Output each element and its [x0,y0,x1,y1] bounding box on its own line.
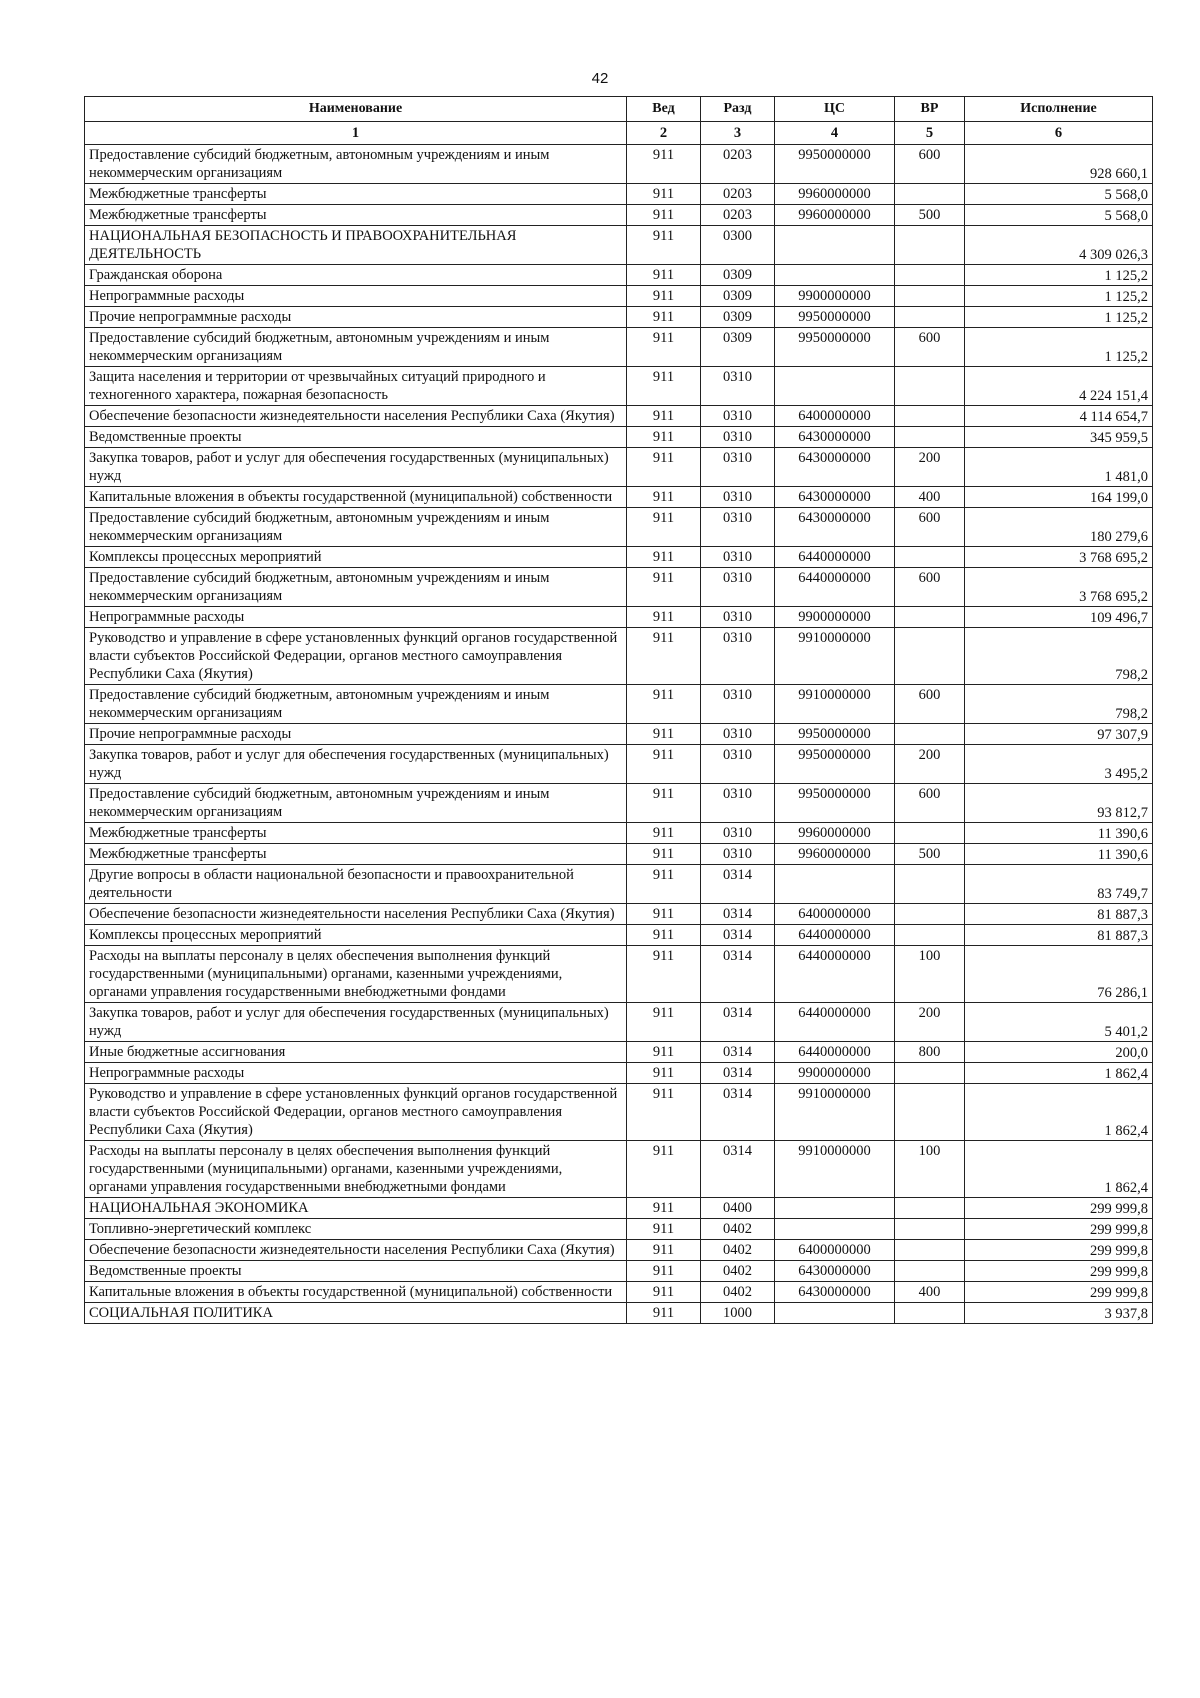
header-cs: ЦС [775,97,895,122]
row-ved: 911 [627,1261,701,1282]
row-razd: 0310 [701,607,775,628]
row-vr [895,1303,965,1324]
row-cs [775,226,895,265]
row-vr: 600 [895,145,965,184]
row-ved: 911 [627,205,701,226]
row-amount: 1 862,4 [965,1141,1153,1198]
row-amount: 1 125,2 [965,286,1153,307]
row-cs [775,1198,895,1219]
row-vr [895,406,965,427]
row-ved: 911 [627,865,701,904]
row-razd: 0310 [701,823,775,844]
row-name: Другие вопросы в области национальной безопасности и правоохранительной деятельности [85,865,627,904]
row-vr: 500 [895,205,965,226]
row-cs: 9960000000 [775,205,895,226]
row-ved: 911 [627,568,701,607]
row-vr: 200 [895,1003,965,1042]
row-ved: 911 [627,265,701,286]
row-razd: 0203 [701,145,775,184]
row-vr: 200 [895,745,965,784]
row-razd: 0203 [701,184,775,205]
row-amount: 93 812,7 [965,784,1153,823]
row-cs [775,367,895,406]
row-ved: 911 [627,328,701,367]
row-name: Расходы на выплаты персоналу в целях обеспечения выполнения функций государственными (муниципальными) органами, казенными учреждениями, органами управления государственными внебюджетными фондами [85,1141,627,1198]
row-amount: 299 999,8 [965,1219,1153,1240]
row-amount: 1 125,2 [965,265,1153,286]
row-vr [895,823,965,844]
table-row [85,1282,1153,1303]
row-cs: 9910000000 [775,1084,895,1141]
row-ved: 911 [627,1141,701,1198]
row-razd: 0310 [701,367,775,406]
row-name: Иные бюджетные ассигнования [85,1042,627,1063]
row-vr [895,265,965,286]
row-name: Закупка товаров, работ и услуг для обеспечения государственных (муниципальных) нужд [85,745,627,784]
header-row [85,97,1153,122]
row-cs: 9900000000 [775,607,895,628]
header-amount: Исполнение [965,97,1153,122]
row-ved: 911 [627,286,701,307]
row-razd: 0310 [701,427,775,448]
row-vr: 600 [895,784,965,823]
row-razd: 0310 [701,784,775,823]
row-cs: 6440000000 [775,547,895,568]
table-row [85,925,1153,946]
row-amount: 3 768 695,2 [965,568,1153,607]
row-amount: 928 660,1 [965,145,1153,184]
row-razd: 0310 [701,628,775,685]
row-name: Руководство и управление в сфере установленных функций органов государственной власти субъектов Российской Федерации, органов местного самоуправления Республики Саха (Якутия) [85,1084,627,1141]
row-amount: 345 959,5 [965,427,1153,448]
row-cs: 6440000000 [775,1042,895,1063]
row-ved: 911 [627,1003,701,1042]
column-number: 3 [701,122,775,145]
row-name: Непрограммные расходы [85,286,627,307]
row-name: Прочие непрограммные расходы [85,724,627,745]
row-name: Обеспечение безопасности жизнедеятельности населения Республики Саха (Якутия) [85,904,627,925]
row-name: Предоставление субсидий бюджетным, автономным учреждениям и иным некоммерческим организациям [85,328,627,367]
row-ved: 911 [627,1303,701,1324]
row-cs: 9950000000 [775,328,895,367]
row-name: Межбюджетные трансферты [85,844,627,865]
column-number: 5 [895,122,965,145]
row-amount: 5 401,2 [965,1003,1153,1042]
row-name: Ведомственные проекты [85,427,627,448]
table-row [85,1084,1153,1141]
table-row [85,427,1153,448]
column-number: 6 [965,122,1153,145]
row-ved: 911 [627,427,701,448]
page-number: 42 [591,70,609,87]
row-razd: 0310 [701,685,775,724]
row-name: Защита населения и территории от чрезвычайных ситуаций природного и техногенного характера, пожарная безопасность [85,367,627,406]
row-razd: 0309 [701,328,775,367]
table-row [85,1303,1153,1324]
table-row [85,568,1153,607]
row-razd: 0314 [701,1003,775,1042]
row-cs: 9960000000 [775,823,895,844]
row-vr: 500 [895,844,965,865]
row-amount: 164 199,0 [965,487,1153,508]
row-ved: 911 [627,448,701,487]
row-amount: 3 495,2 [965,745,1153,784]
row-name: Комплексы процессных мероприятий [85,547,627,568]
row-amount: 109 496,7 [965,607,1153,628]
row-ved: 911 [627,1282,701,1303]
row-razd: 0310 [701,568,775,607]
column-number: 1 [85,122,627,145]
table-body [85,145,1153,1324]
row-name: Комплексы процессных мероприятий [85,925,627,946]
row-amount: 3 768 695,2 [965,547,1153,568]
row-name: НАЦИОНАЛЬНАЯ БЕЗОПАСНОСТЬ И ПРАВООХРАНИТЕЛЬНАЯ ДЕЯТЕЛЬНОСТЬ [85,226,627,265]
row-vr: 400 [895,1282,965,1303]
row-amount: 5 568,0 [965,205,1153,226]
row-vr [895,1084,965,1141]
row-ved: 911 [627,307,701,328]
header-vr: ВР [895,97,965,122]
row-name: Ведомственные проекты [85,1261,627,1282]
column-number: 4 [775,122,895,145]
table-row [85,1141,1153,1198]
row-amount: 1 862,4 [965,1084,1153,1141]
row-vr: 100 [895,946,965,1003]
row-ved: 911 [627,1240,701,1261]
table-row [85,784,1153,823]
row-vr [895,226,965,265]
row-cs: 6400000000 [775,1240,895,1261]
row-name: Руководство и управление в сфере установленных функций органов государственной власти субъектов Российской Федерации, органов местного самоуправления Республики Саха (Якутия) [85,628,627,685]
header-razd: Разд [701,97,775,122]
row-amount: 1 125,2 [965,307,1153,328]
table-row [85,406,1153,427]
row-amount: 11 390,6 [965,823,1153,844]
row-name: Обеспечение безопасности жизнедеятельности населения Республики Саха (Якутия) [85,406,627,427]
row-razd: 0309 [701,307,775,328]
row-vr [895,1219,965,1240]
row-amount: 97 307,9 [965,724,1153,745]
row-razd: 0309 [701,286,775,307]
row-ved: 911 [627,508,701,547]
row-amount: 180 279,6 [965,508,1153,547]
row-amount: 1 481,0 [965,448,1153,487]
table-row [85,547,1153,568]
row-vr [895,628,965,685]
row-cs: 6430000000 [775,1282,895,1303]
row-razd: 0310 [701,487,775,508]
row-cs: 9950000000 [775,745,895,784]
row-cs: 6440000000 [775,925,895,946]
row-amount: 76 286,1 [965,946,1153,1003]
row-amount: 798,2 [965,628,1153,685]
table-row [85,1003,1153,1042]
row-razd: 0310 [701,448,775,487]
row-ved: 911 [627,1198,701,1219]
row-amount: 4 224 151,4 [965,367,1153,406]
row-vr [895,286,965,307]
row-razd: 0310 [701,724,775,745]
row-cs: 9950000000 [775,724,895,745]
row-name: Межбюджетные трансферты [85,205,627,226]
row-razd: 0314 [701,865,775,904]
row-name: Непрограммные расходы [85,1063,627,1084]
row-vr [895,427,965,448]
row-ved: 911 [627,685,701,724]
row-cs: 9960000000 [775,184,895,205]
row-razd: 0300 [701,226,775,265]
row-amount: 81 887,3 [965,904,1153,925]
row-ved: 911 [627,367,701,406]
row-razd: 0314 [701,1063,775,1084]
row-ved: 911 [627,844,701,865]
row-name: Непрограммные расходы [85,607,627,628]
row-cs [775,1303,895,1324]
row-cs: 9950000000 [775,784,895,823]
row-ved: 911 [627,406,701,427]
row-ved: 911 [627,1219,701,1240]
row-cs [775,265,895,286]
row-razd: 0402 [701,1240,775,1261]
table-row [85,1219,1153,1240]
row-ved: 911 [627,1042,701,1063]
row-vr [895,724,965,745]
row-razd: 0402 [701,1261,775,1282]
row-amount: 3 937,8 [965,1303,1153,1324]
row-amount: 798,2 [965,685,1153,724]
table-row [85,823,1153,844]
row-amount: 200,0 [965,1042,1153,1063]
row-amount: 299 999,8 [965,1240,1153,1261]
row-razd: 0314 [701,1084,775,1141]
table-row [85,265,1153,286]
row-cs: 6430000000 [775,508,895,547]
row-amount: 81 887,3 [965,925,1153,946]
row-ved: 911 [627,946,701,1003]
row-ved: 911 [627,607,701,628]
row-razd: 0310 [701,406,775,427]
row-vr [895,925,965,946]
table-row [85,448,1153,487]
table-row [85,685,1153,724]
row-razd: 0314 [701,946,775,1003]
row-cs: 6430000000 [775,1261,895,1282]
row-ved: 911 [627,823,701,844]
row-ved: 911 [627,145,701,184]
row-cs [775,1219,895,1240]
row-razd: 0402 [701,1282,775,1303]
row-name: Межбюджетные трансферты [85,823,627,844]
row-name: Гражданская оборона [85,265,627,286]
row-ved: 911 [627,745,701,784]
row-name: Предоставление субсидий бюджетным, автономным учреждениям и иным некоммерческим организациям [85,784,627,823]
column-number-row [85,122,1153,145]
row-cs: 9910000000 [775,1141,895,1198]
row-vr [895,184,965,205]
row-cs: 9900000000 [775,286,895,307]
row-name: Капитальные вложения в объекты государственной (муниципальной) собственности [85,1282,627,1303]
table-row [85,145,1153,184]
row-cs: 6440000000 [775,946,895,1003]
row-amount: 1 862,4 [965,1063,1153,1084]
row-name: Капитальные вложения в объекты государственной (муниципальной) собственности [85,487,627,508]
row-ved: 911 [627,1084,701,1141]
row-amount: 83 749,7 [965,865,1153,904]
row-name: Предоставление субсидий бюджетным, автономным учреждениям и иным некоммерческим организациям [85,508,627,547]
row-cs: 6430000000 [775,427,895,448]
row-cs: 6440000000 [775,1003,895,1042]
row-name: Предоставление субсидий бюджетным, автономным учреждениям и иным некоммерческим организациям [85,568,627,607]
table-row [85,286,1153,307]
row-vr: 600 [895,685,965,724]
table-row [85,745,1153,784]
row-razd: 0314 [701,904,775,925]
row-ved: 911 [627,628,701,685]
row-vr: 100 [895,1141,965,1198]
table-row [85,1198,1153,1219]
row-cs: 6400000000 [775,406,895,427]
row-name: Закупка товаров, работ и услуг для обеспечения государственных (муниципальных) нужд [85,1003,627,1042]
row-amount: 299 999,8 [965,1282,1153,1303]
row-ved: 911 [627,724,701,745]
table-row [85,508,1153,547]
row-vr [895,367,965,406]
row-vr: 600 [895,328,965,367]
row-name: СОЦИАЛЬНАЯ ПОЛИТИКА [85,1303,627,1324]
row-razd: 1000 [701,1303,775,1324]
budget-table [84,96,1153,1324]
table-row [85,865,1153,904]
row-ved: 911 [627,547,701,568]
row-ved: 911 [627,784,701,823]
row-cs: 9910000000 [775,628,895,685]
row-vr [895,1063,965,1084]
row-cs: 6430000000 [775,487,895,508]
row-ved: 911 [627,1063,701,1084]
row-amount: 4 309 026,3 [965,226,1153,265]
table-row [85,1240,1153,1261]
row-razd: 0309 [701,265,775,286]
row-razd: 0314 [701,925,775,946]
row-cs: 9950000000 [775,307,895,328]
row-amount: 5 568,0 [965,184,1153,205]
row-vr [895,1240,965,1261]
row-razd: 0203 [701,205,775,226]
row-razd: 0310 [701,844,775,865]
row-vr [895,547,965,568]
table-row [85,724,1153,745]
row-razd: 0402 [701,1219,775,1240]
row-name: Топливно-энергетический комплекс [85,1219,627,1240]
table-row [85,1063,1153,1084]
row-razd: 0310 [701,547,775,568]
row-name: НАЦИОНАЛЬНАЯ ЭКОНОМИКА [85,1198,627,1219]
row-razd: 0310 [701,745,775,784]
row-amount: 299 999,8 [965,1198,1153,1219]
row-vr: 600 [895,568,965,607]
table-row [85,607,1153,628]
table-row [85,184,1153,205]
table-row [85,205,1153,226]
table-row [85,328,1153,367]
row-ved: 911 [627,184,701,205]
table-row [85,904,1153,925]
header-ved: Вед [627,97,701,122]
row-cs: 9950000000 [775,145,895,184]
row-name: Обеспечение безопасности жизнедеятельности населения Республики Саха (Якутия) [85,1240,627,1261]
table-row [85,487,1153,508]
row-razd: 0310 [701,508,775,547]
row-vr [895,307,965,328]
row-name: Предоставление субсидий бюджетным, автономным учреждениям и иным некоммерческим организациям [85,145,627,184]
row-vr: 400 [895,487,965,508]
row-vr [895,865,965,904]
column-number: 2 [627,122,701,145]
row-cs: 6440000000 [775,568,895,607]
row-razd: 0400 [701,1198,775,1219]
row-amount: 11 390,6 [965,844,1153,865]
row-amount: 1 125,2 [965,328,1153,367]
row-cs [775,865,895,904]
header-name: Наименование [85,97,627,122]
row-vr [895,1198,965,1219]
row-vr [895,607,965,628]
row-ved: 911 [627,487,701,508]
row-cs: 6400000000 [775,904,895,925]
row-name: Закупка товаров, работ и услуг для обеспечения государственных (муниципальных) нужд [85,448,627,487]
table-row [85,367,1153,406]
row-razd: 0314 [701,1141,775,1198]
row-ved: 911 [627,226,701,265]
row-name: Предоставление субсидий бюджетным, автономным учреждениям и иным некоммерческим организациям [85,685,627,724]
row-vr [895,904,965,925]
row-vr [895,1261,965,1282]
table-row [85,844,1153,865]
row-cs: 9910000000 [775,685,895,724]
table-row [85,628,1153,685]
row-name: Расходы на выплаты персоналу в целях обеспечения выполнения функций государственными (муниципальными) органами, казенными учреждениями, органами управления государственными внебюджетными фондами [85,946,627,1003]
table-row [85,946,1153,1003]
row-vr: 200 [895,448,965,487]
table-row [85,1261,1153,1282]
row-name: Прочие непрограммные расходы [85,307,627,328]
row-ved: 911 [627,925,701,946]
row-cs: 6430000000 [775,448,895,487]
table-row [85,1042,1153,1063]
row-vr: 800 [895,1042,965,1063]
row-cs: 9960000000 [775,844,895,865]
row-vr: 600 [895,508,965,547]
row-razd: 0314 [701,1042,775,1063]
row-cs: 9900000000 [775,1063,895,1084]
row-name: Межбюджетные трансферты [85,184,627,205]
row-ved: 911 [627,904,701,925]
row-amount: 4 114 654,7 [965,406,1153,427]
table-row [85,307,1153,328]
row-amount: 299 999,8 [965,1261,1153,1282]
table-row [85,226,1153,265]
